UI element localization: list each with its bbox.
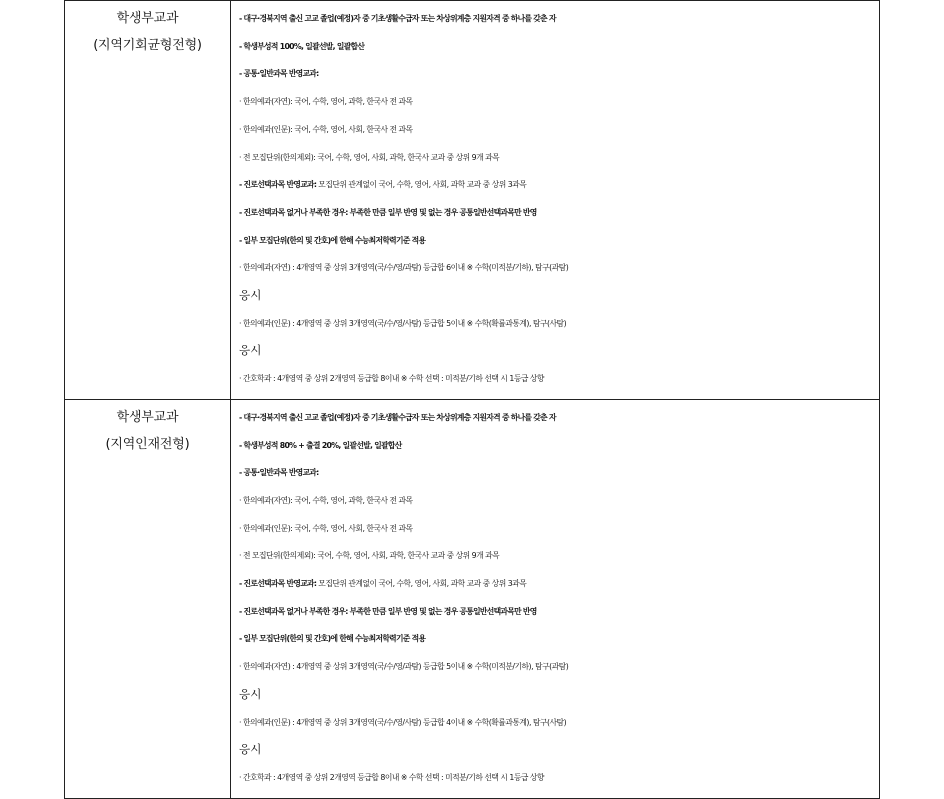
list-item: · 한의예과(자연) : 4개영역 중 상위 3개영역(국/수/영/과탐) 등급합 6이내 ※ 수학(미적분/기하), 탐구(과탐) bbox=[239, 263, 569, 273]
list-item: · 한의예과(인문) : 4개영역 중 상위 3개영역(국/수/영/사탐) 등급합 4이내 ※ 수학(확률과통계), 탐구(사탐) bbox=[239, 717, 567, 727]
missing-subjects-line: - 진로선택과목 없거나 부족한 경우: 부족한 만큼 일부 반영 및 없는 경우 공통일반선택과목만 반영 bbox=[239, 606, 537, 616]
list-item: · 전 모집단위(한의제외): 국어, 수학, 영어, 사회, 과학, 한국사 교과 중 상위 9개 과목 bbox=[239, 152, 500, 162]
criteria-cell bbox=[231, 1, 880, 400]
list-item-continuation: 응시 bbox=[239, 686, 262, 701]
csat-minimum-heading: - 일부 모집단위(한의 및 간호)에 한해 수능최저학력기준 적용 bbox=[239, 634, 426, 644]
career-subjects-detail: 모집단위 관계없이 국어, 수학, 영어, 사회, 과학 교과 중 상위 3과목 bbox=[316, 579, 527, 589]
csat-minimum-heading: - 일부 모집단위(한의 및 간호)에 한해 수능최저학력기준 적용 bbox=[239, 235, 426, 245]
eligibility-line: - 대구·경북지역 출신 고교 졸업(예정)자 중 기초생활수급자 또는 차상위계층 지원자격 중 하나를 갖춘 자 bbox=[239, 412, 556, 422]
list-item: · 간호학과 : 4개영역 중 상위 2개영역 등급합 8이내 ※ 수학 선택 : 미적분/기하 선택 시 1등급 상향 bbox=[239, 772, 544, 782]
list-item: · 한의예과(인문): 국어, 수학, 영어, 사회, 한국사 전 과목 bbox=[239, 124, 413, 134]
common-subjects-heading: - 공통·일반과목 반영교과: bbox=[239, 69, 319, 79]
common-subjects-heading: - 공통·일반과목 반영교과: bbox=[239, 468, 319, 478]
career-subjects-heading: - 진로선택과목 반영교과: bbox=[239, 180, 317, 190]
list-item: · 전 모집단위(한의제외): 국어, 수학, 영어, 사회, 과학, 한국사 교과 중 상위 9개 과목 bbox=[239, 551, 500, 561]
track-subtype: (지역기회균형전형) bbox=[93, 38, 202, 53]
track-name: 학생부교과 bbox=[116, 11, 179, 26]
track-label-cell bbox=[65, 1, 231, 400]
list-item: · 한의예과(인문) : 4개영역 중 상위 3개영역(국/수/영/사탐) 등급합 5이내 ※ 수학(확률과통계), 탐구(사탐) bbox=[239, 318, 567, 328]
selection-method-line: - 학생부성적 80% + 출결 20%, 일괄선발, 일괄합산 bbox=[239, 440, 402, 450]
track-name: 학생부교과 bbox=[116, 409, 179, 425]
career-subjects-line bbox=[239, 171, 879, 199]
career-subjects-heading: - 진로선택과목 반영교과: bbox=[239, 579, 317, 589]
track-subtype: (지역인재전형) bbox=[105, 436, 190, 452]
track-label-cell bbox=[65, 399, 231, 798]
list-item-continuation: 응시 bbox=[239, 742, 262, 757]
career-subjects-line bbox=[239, 570, 879, 598]
list-item-continuation: 응시 bbox=[239, 343, 262, 358]
list-item: · 간호학과 : 4개영역 중 상위 2개영역 등급합 8이내 ※ 수학 선택 : 미적분/기하 선택 시 1등급 상향 bbox=[239, 374, 544, 384]
list-item: · 한의예과(인문): 국어, 수학, 영어, 사회, 한국사 전 과목 bbox=[239, 523, 413, 533]
table-row bbox=[65, 399, 880, 798]
list-item: · 한의예과(자연): 국어, 수학, 영어, 과학, 한국사 전 과목 bbox=[239, 97, 413, 107]
missing-subjects-line: - 진로선택과목 없거나 부족한 경우: 부족한 만큼 일부 반영 및 없는 경우 공통일반선택과목만 반영 bbox=[239, 207, 537, 217]
criteria-cell bbox=[231, 399, 880, 798]
selection-method-line: - 학생부성적 100%, 일괄선발, 일괄합산 bbox=[239, 41, 365, 51]
table-row bbox=[65, 1, 880, 400]
career-subjects-detail: 모집단위 관계없이 국어, 수학, 영어, 사회, 과학 교과 중 상위 3과목 bbox=[316, 180, 527, 190]
list-item: · 한의예과(자연) : 4개영역 중 상위 3개영역(국/수/영/과탐) 등급합 5이내 ※ 수학(미적분/기하), 탐구(과탐) bbox=[239, 662, 569, 672]
admission-criteria-table bbox=[64, 0, 880, 799]
eligibility-line: - 대구·경북지역 출신 고교 졸업(예정)자 중 기초생활수급자 또는 차상위계층 지원자격 중 하나를 갖춘 자 bbox=[239, 14, 556, 23]
list-item: · 한의예과(자연): 국어, 수학, 영어, 과학, 한국사 전 과목 bbox=[239, 495, 413, 505]
list-item-continuation: 응시 bbox=[239, 288, 262, 303]
